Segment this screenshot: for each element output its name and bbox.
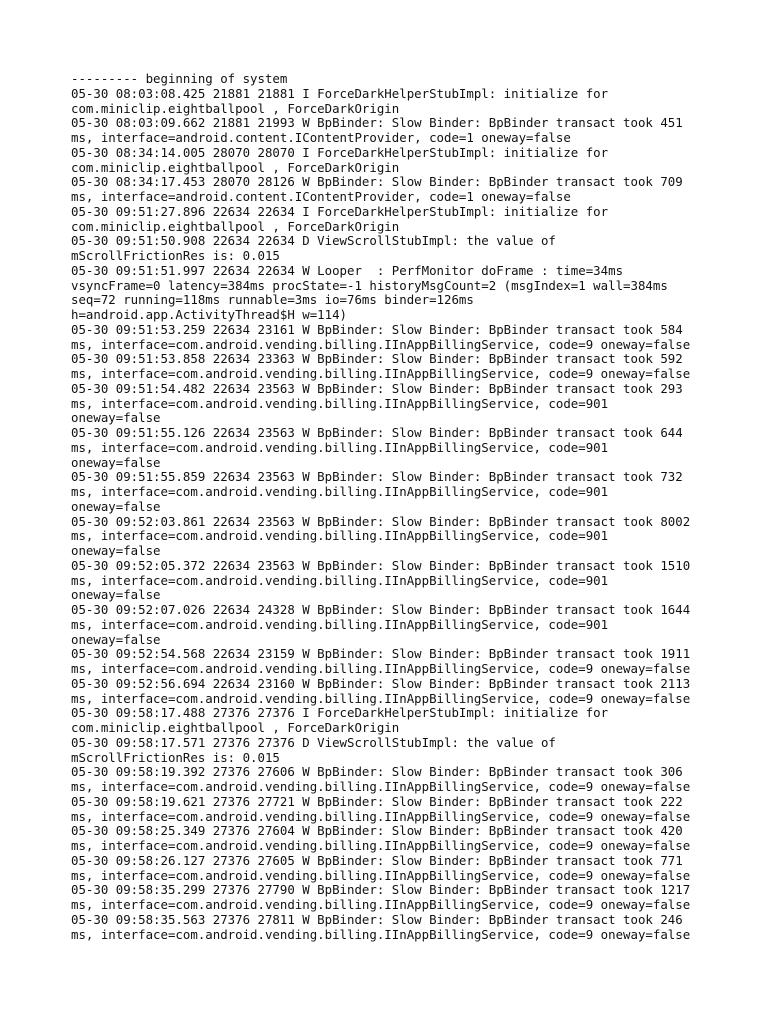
log-line: ms, interface=com.android.vending.billing.IInAppBillingService, code=901 [71, 528, 609, 544]
log-line: 05-30 09:51:50.908 22634 22634 D ViewScrollStubImpl: the value of [71, 233, 556, 249]
log-line: seq=72 running=118ms runnable=3ms io=76ms binder=126ms [71, 292, 474, 308]
log-line: vsyncFrame=0 latency=384ms procState=-1 historyMsgCount=2 (msgIndex=1 wall=384ms [71, 277, 668, 293]
log-line: oneway=false [71, 454, 161, 470]
log-line: 05-30 09:58:25.349 27376 27604 W BpBinder: Slow Binder: BpBinder transact took 420 [71, 823, 683, 839]
log-line: oneway=false [71, 543, 161, 558]
log-line: oneway=false [71, 410, 161, 426]
log-line: ms, interface=com.android.vending.billing.IInAppBillingService, code=9 oneway=false [71, 661, 691, 676]
log-line: 05-30 08:34:14.005 28070 28070 I ForceDarkHelperStubImpl: initialize for [71, 144, 609, 160]
log-line: 05-30 09:58:19.392 27376 27606 W BpBinder: Slow Binder: BpBinder transact took 306 [71, 764, 683, 780]
log-line: com.miniclip.eightballpool , ForceDarkOrigin [71, 159, 400, 175]
log-line: 05-30 09:52:03.861 22634 23563 W BpBinder: Slow Binder: BpBinder transact took 8002 [71, 513, 691, 529]
log-line: 05-30 09:52:56.694 22634 23160 W BpBinder: Slow Binder: BpBinder transact took 2113 [71, 675, 691, 691]
log-line: 05-30 08:03:08.425 21881 21881 I ForceDarkHelperStubImpl: initialize for [71, 85, 609, 101]
log-line: ms, interface=com.android.vending.billing.IInAppBillingService, code=9 oneway=false [71, 838, 691, 853]
log-line: 05-30 09:51:54.482 22634 23563 W BpBinder: Slow Binder: BpBinder transact took 293 [71, 380, 683, 396]
log-line: 05-30 09:51:55.859 22634 23563 W BpBinder: Slow Binder: BpBinder transact took 732 [71, 469, 683, 485]
log-line: ms, interface=android.content.IContentProvider, code=1 oneway=false [71, 130, 571, 145]
log-line: 05-30 09:52:05.372 22634 23563 W BpBinder: Slow Binder: BpBinder transact took 1510 [71, 557, 691, 573]
log-line: ms, interface=com.android.vending.billing.IInAppBillingService, code=9 oneway=false [71, 366, 691, 381]
log-line: 05-30 09:51:53.259 22634 23161 W BpBinder: Slow Binder: BpBinder transact took 584 [71, 321, 683, 337]
log-line: ms, interface=com.android.vending.billing.IInAppBillingService, code=901 [71, 439, 609, 455]
log-line: ms, interface=com.android.vending.billing.IInAppBillingService, code=901 [71, 395, 609, 411]
log-line: 05-30 09:51:27.896 22634 22634 I ForceDarkHelperStubImpl: initialize for [71, 203, 609, 219]
log-line: 05-30 09:52:07.026 22634 24328 W BpBinder: Slow Binder: BpBinder transact took 1644 [71, 602, 691, 617]
log-line: 05-30 08:03:09.662 21881 21993 W BpBinder: Slow Binder: BpBinder transact took 451 [71, 115, 683, 131]
log-line: ms, interface=com.android.vending.billing.IInAppBillingService, code=901 [71, 484, 609, 499]
log-line: 05-30 08:34:17.453 28070 28126 W BpBinder: Slow Binder: BpBinder transact took 709 [71, 174, 683, 190]
log-line: 05-30 09:58:17.571 27376 27376 D ViewScrollStubImpl: the value of [71, 734, 556, 750]
log-line: 05-30 09:58:26.127 27376 27605 W BpBinder: Slow Binder: BpBinder transact took 771 [71, 852, 683, 868]
log-line: ms, interface=com.android.vending.billing.IInAppBillingService, code=9 oneway=false [71, 336, 691, 352]
log-line: ms, interface=com.android.vending.billing.IInAppBillingService, code=9 oneway=false [71, 897, 691, 912]
log-line: 05-30 09:51:55.126 22634 23563 W BpBinder: Slow Binder: BpBinder transact took 644 [71, 425, 683, 440]
log-line: 05-30 09:58:17.488 27376 27376 I ForceDarkHelperStubImpl: initialize for [71, 705, 609, 721]
log-line: 05-30 09:52:54.568 22634 23159 W BpBinder: Slow Binder: BpBinder transact took 1911 [71, 646, 691, 662]
log-line: ms, interface=com.android.vending.billing.IInAppBillingService, code=9 oneway=false [71, 926, 691, 942]
log-line: oneway=false [71, 587, 161, 603]
log-line: h=android.app.ActivityThread$H w=114) [71, 307, 348, 322]
log-line: com.miniclip.eightballpool , ForceDarkOrigin [71, 100, 400, 116]
log-line: ms, interface=com.android.vending.billing.IInAppBillingService, code=9 oneway=false [71, 867, 691, 883]
log-line: ms, interface=com.android.vending.billing.IInAppBillingService, code=901 [71, 572, 609, 588]
log-line: ms, interface=com.android.vending.billing.IInAppBillingService, code=901 [71, 616, 609, 632]
log-line: ms, interface=com.android.vending.billing.IInAppBillingService, code=9 oneway=false [71, 808, 691, 824]
log-line: com.miniclip.eightballpool , ForceDarkOrigin [71, 218, 400, 234]
log-line: com.miniclip.eightballpool , ForceDarkOrigin [71, 720, 400, 735]
log-line: --------- beginning of system [71, 71, 288, 86]
log-line: 05-30 09:58:35.299 27376 27790 W BpBinder: Slow Binder: BpBinder transact took 1217 [71, 882, 691, 898]
log-document [71, 72, 751, 942]
log-line: 05-30 09:58:19.621 27376 27721 W BpBinder: Slow Binder: BpBinder transact took 222 [71, 793, 683, 809]
log-line: 05-30 09:51:51.997 22634 22634 W Looper : PerfMonitor doFrame : time=34ms [71, 262, 624, 278]
log-line: 05-30 09:58:35.563 27376 27811 W BpBinder: Slow Binder: BpBinder transact took 246 [71, 911, 683, 927]
log-line: ms, interface=com.android.vending.billing.IInAppBillingService, code=9 oneway=false [71, 690, 691, 706]
log-line: mScrollFrictionRes is: 0.015 [71, 248, 280, 263]
log-line: mScrollFrictionRes is: 0.015 [71, 749, 280, 765]
log-line: oneway=false [71, 498, 161, 514]
log-line: oneway=false [71, 631, 161, 647]
log-line: ms, interface=android.content.IContentProvider, code=1 oneway=false [71, 189, 571, 204]
log-line: 05-30 09:51:53.858 22634 23363 W BpBinder: Slow Binder: BpBinder transact took 592 [71, 351, 683, 367]
log-line: ms, interface=com.android.vending.billing.IInAppBillingService, code=9 oneway=false [71, 779, 691, 794]
